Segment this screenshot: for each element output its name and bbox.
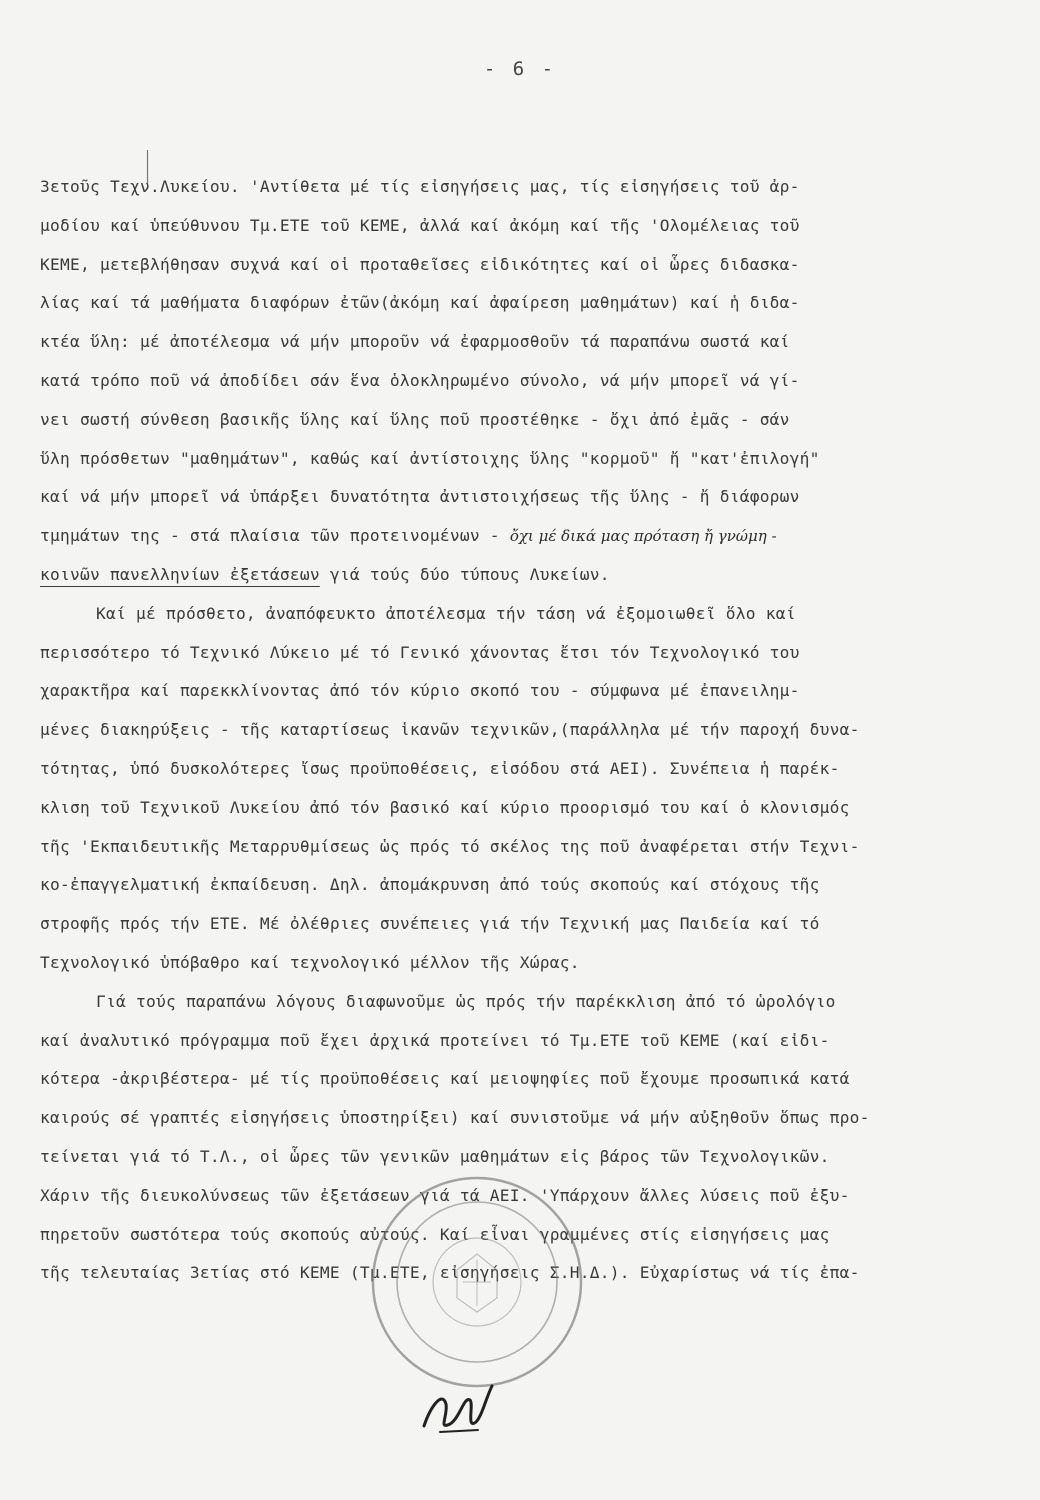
text-line: ΚΕΜΕ, μετεβλήθησαν συχνά καί οἱ προταθεῖσες εἰδικότητες καί οἱ ὧρες διδασκα- — [40, 254, 800, 274]
text-line: 3ετοῦς Τεχν.Λυκείου. 'Αντίθετα μέ τίς εἰσηγήσεις μας, τίς εἰσηγήσεις τοῦ ἀρ- — [40, 177, 800, 196]
document-body — [40, 168, 1000, 1293]
text-line: κτέα ὕλη: μέ ἀποτέλεσμα νά μήν μποροῦν νά ἐφαρμοσθοῦν τά παραπάνω σωστά καί — [40, 332, 790, 352]
text-line: κότερα -ἀκριβέστερα- μέ τίς προϋποθέσεις καί μειοψηφίες ποῦ ἔχουμε προσωπικά κατά — [40, 1069, 850, 1089]
page-number: - 6 - — [483, 58, 557, 80]
text-segment: τμημάτων της - στά πλαίσια τῶν προτεινομένων - — [40, 526, 500, 546]
text-line: χαρακτῆρα καί παρεκκλίνοντας ἀπό τόν κύριο σκοπό του - σύμφωνα μέ ἐπανειλημ- — [40, 681, 800, 701]
text-line: καιρούς σέ γραπτές εἰσηγήσεις ὑποστηρίξει) καί συνιστοῦμε νά μήν αὐξηθοῦν ὅπως προ- — [40, 1108, 870, 1128]
text-line: Καί μέ πρόσθετο, ἀναπόφευκτο ἀποτέλεσμα τήν τάση νά ἐξομοιωθεῖ ὅλο καί — [96, 603, 796, 623]
text-line: Τεχνολογικό ὑπόβαθρο καί τεχνολογικό μέλλον τῆς Χώρας. — [40, 952, 580, 972]
text-line: ὕλη πρόσθετων "μαθημάτων", καθώς καί ἀντίστοιχης ὕλης "κορμοῦ" ἤ "κατ'ἐπιλογή" — [40, 448, 820, 468]
underlined-phrase: κοινῶν πανελληνίων ἐξετάσεων — [40, 564, 320, 584]
text-line-with-note — [40, 517, 1000, 556]
official-seal-stamp — [365, 1170, 590, 1395]
text-line: Γιά τούς παραπάνω λόγους διαφωνοῦμε ὡς πρός τήν παρέκκλιση ἀπό τό ὡρολόγιο — [96, 991, 836, 1011]
text-line: Χάριν τῆς διευκολύνσεως τῶν ἐξετάσεων γιά τά ΑΕΙ. 'Υπάρχουν ἄλλες λύσεις ποῦ ἐξυ- — [40, 1185, 850, 1205]
text-line — [40, 556, 1000, 595]
text-line: περισσότερο τό Τεχνικό Λύκειο μέ τό Γενικό χάνοντας ἔτσι τόν Τεχνολογικό του — [40, 642, 800, 662]
text-line: μοδίου καί ὑπεύθυνου Τμ.ΕΤΕ τοῦ ΚΕΜΕ, ἀλλά καί ἀκόμη καί τῆς 'Ολομέλειας τοῦ — [40, 215, 800, 235]
text-segment: γιά τούς δύο τύπους Λυκείων. — [319, 564, 610, 584]
text-line: μένες διακηρύξεις - τῆς καταρτίσεως ἱκανῶν τεχνικῶν,(παράλληλα μέ τήν παροχή δυνα- — [40, 720, 860, 740]
text-line: καί ἀναλυτικό πρόγραμμα ποῦ ἔχει ἀρχικά προτείνει τό Τμ.ΕΤΕ τοῦ ΚΕΜΕ (καί εἰδι- — [40, 1030, 830, 1050]
text-line: στροφῆς πρός τήν ΕΤΕ. Μέ ὀλέθριες συνέπειες γιά τήν Τεχνική μας Παιδεία καί τό — [40, 914, 820, 934]
handwritten-note: ὄχι μέ δικά μας πρόταση ἤ γνώμη - — [509, 527, 777, 546]
text-line: τότητας, ὑπό δυσκολότερες ἴσως προϋποθέσεις, εἰσόδου στά ΑΕΙ). Συνέπεια ἡ παρέκ- — [40, 758, 840, 778]
text-line: καί νά μήν μπορεῖ νά ὑπάρξει δυνατότητα ἀντιστοιχήσεως τῆς ὕλης - ἤ διάφορων — [40, 487, 800, 507]
text-line: κο-ἐπαγγελματική ἐκπαίδευση. Δηλ. ἀπομάκρυνση ἀπό τούς σκοπούς καί στόχους τῆς — [40, 875, 820, 895]
text-line: κατά τρόπο ποῦ νά ἀποδίδει σάν ἕνα ὁλοκληρωμένο σύνολο, νά μήν μπορεῖ νά γί- — [40, 370, 800, 390]
signature — [420, 1378, 500, 1438]
text-line: κλιση τοῦ Τεχνικοῦ Λυκείου ἀπό τόν βασικό καί κύριο προορισμό του καί ὁ κλονισμός — [40, 797, 850, 817]
text-line: τείνεται γιά τό Τ.Λ., οἱ ὧρες τῶν γενικῶν μαθημάτων εἰς βάρος τῶν Τεχνολογικῶν. — [40, 1146, 830, 1166]
text-line: νει σωστή σύνθεση βασικῆς ὕλης καί ὕλης ποῦ προστέθηκε - ὄχι ἀπό ἐμᾶς - σάν — [40, 409, 790, 429]
text-line: τῆς τελευταίας 3ετίας στό ΚΕΜΕ (Τμ.ΕΤΕ, εἰσηγήσεις Σ.Η.Δ.). Εὐχαρίστως νά τίς ἐπα- — [40, 1263, 860, 1283]
text-line: πηρετοῦν σωστότερα τούς σκοπούς αὐτούς. Καί εἶναι γραμμένες στίς εἰσηγήσεις μας — [40, 1224, 830, 1244]
text-line: τῆς 'Εκπαιδευτικῆς Μεταρρυθμίσεως ὡς πρός τό σκέλος της ποῦ ἀναφέρεται στήν Τεχνι- — [40, 836, 860, 856]
text-line: λίας καί τά μαθήματα διαφόρων ἐτῶν(ἀκόμη καί ἀφαίρεση μαθημάτων) καί ἡ διδα- — [40, 293, 800, 313]
